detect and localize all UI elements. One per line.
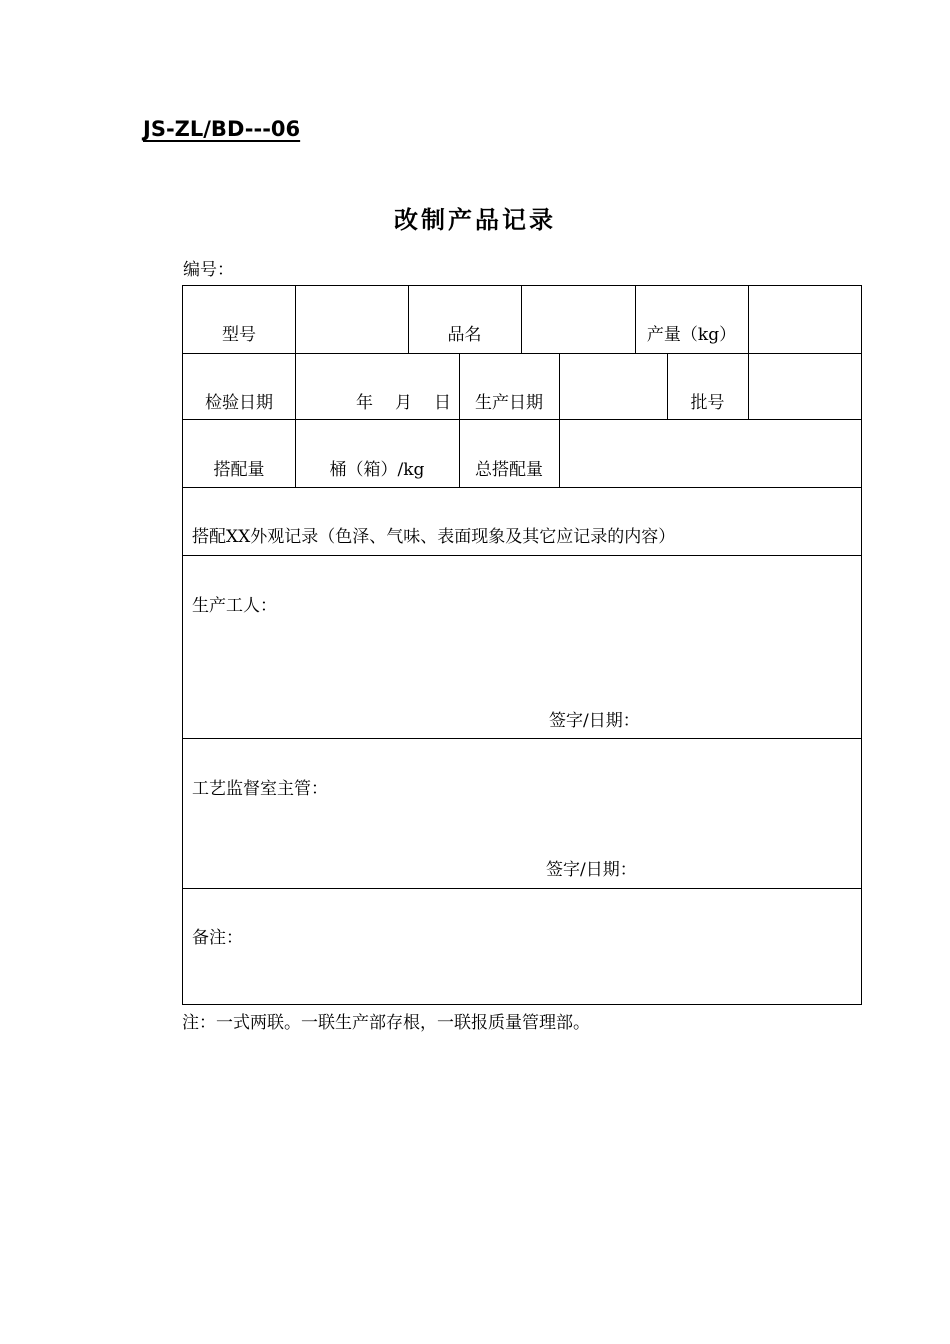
product-name-input[interactable] <box>521 286 635 353</box>
serial-number-label: 编号： <box>183 260 234 280</box>
document-code: JS-ZL/BD---06 <box>143 117 301 141</box>
year-label: 年 <box>356 393 373 413</box>
mix-unit-label: 桶（箱）/kg <box>329 460 425 480</box>
record-form-table <box>182 285 862 1005</box>
output-input[interactable] <box>748 286 861 353</box>
batch-number-input[interactable] <box>748 353 861 419</box>
production-date-label: 生产日期 <box>475 393 543 413</box>
inspection-date-label: 检验日期 <box>205 393 273 413</box>
row-divider <box>183 487 861 488</box>
production-date-input[interactable] <box>559 353 667 419</box>
month-label: 月 <box>395 393 412 413</box>
worker-sign-date-label: 签字/日期： <box>549 711 640 731</box>
batch-number-label: 批号 <box>690 393 725 413</box>
output-label: 产量（kg） <box>646 325 737 345</box>
model-input[interactable] <box>295 286 408 353</box>
row-divider <box>183 738 861 739</box>
remarks-input[interactable] <box>183 889 861 1004</box>
document-title: 改制产品记录 <box>394 206 556 234</box>
remarks-label: 备注： <box>192 928 243 948</box>
appearance-record-label: 搭配XX外观记录（色泽、气味、表面现象及其它应记录的内容） <box>192 527 676 547</box>
total-mix-label: 总搭配量 <box>475 460 543 480</box>
mix-amount-label: 搭配量 <box>213 460 265 480</box>
supervisor-label: 工艺监督室主管： <box>192 779 328 799</box>
product-name-label: 品名 <box>447 325 482 345</box>
footnote: 注：一式两联。一联生产部存根，一联报质量管理部。 <box>182 1013 590 1033</box>
production-worker-label: 生产工人： <box>192 596 277 616</box>
supervisor-sign-date-label: 签字/日期： <box>546 860 637 880</box>
total-mix-input[interactable] <box>559 419 861 487</box>
row-divider <box>183 555 861 556</box>
column-divider <box>295 353 296 419</box>
model-label: 型号 <box>222 325 256 345</box>
day-label: 日 <box>434 393 451 413</box>
